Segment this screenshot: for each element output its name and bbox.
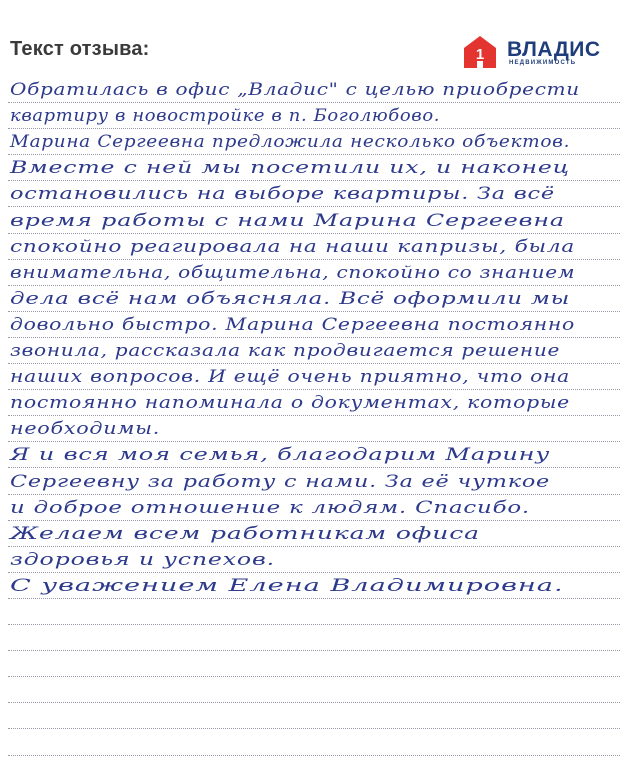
review-line: спокойно реагировала на наши капризы, была (10, 236, 576, 257)
review-line: время работы с нами Марина Сергеевна (10, 210, 565, 231)
page-title: Текст отзыва: (10, 38, 150, 60)
house-key-logo-icon (463, 35, 497, 69)
logo-brand-name: ВЛАДИС (507, 38, 601, 61)
ruled-line (8, 363, 620, 364)
review-line: Я и вся моя семья, благодарим Марину (10, 445, 551, 466)
review-line: наших вопросов. И ещё очень приятно, что она (10, 367, 571, 388)
lined-review-sheet (0, 75, 629, 768)
review-line: звонила, рассказала как продвигается решение (10, 341, 561, 361)
review-line: довольно быстро. Марина Сергеевна постоянно (10, 314, 575, 335)
review-line: здоровья и успехов. (10, 549, 275, 570)
ruled-line (8, 624, 620, 625)
ruled-line (8, 598, 620, 599)
ruled-line (8, 389, 620, 390)
review-line: Марина Сергеевна предложила несколько объектов. (10, 132, 571, 153)
ruled-line (8, 520, 620, 521)
review-line: дела всё нам объясняла. Всё оформили мы (10, 288, 571, 309)
review-line: необходимы. (10, 419, 161, 440)
ruled-line (8, 441, 620, 442)
review-line: и доброе отношение к людям. Спасибо. (10, 497, 531, 518)
ruled-line (8, 415, 620, 416)
review-line: С уважением Елена Владимировна. (10, 575, 564, 596)
ruled-line (8, 572, 620, 573)
ruled-line (8, 311, 620, 312)
review-line: Обратилась в офис „Владис" с целью приобрести (10, 80, 580, 100)
ruled-line (8, 494, 620, 495)
ruled-line (8, 676, 620, 677)
ruled-line (8, 650, 620, 651)
logo-digit: 1 (475, 46, 485, 63)
review-line: квартиру в новостройке в п. Боголюбово. (10, 106, 441, 127)
review-line: внимательна, общительна, спокойно со знанием (10, 262, 576, 283)
ruled-line (8, 102, 620, 103)
ruled-line (8, 206, 620, 207)
ruled-line (8, 728, 620, 729)
vladis-logo (463, 35, 603, 71)
review-line: остановились на выборе квартиры. За всё (10, 184, 555, 205)
ruled-line (8, 285, 620, 286)
ruled-line (8, 337, 620, 338)
ruled-line (8, 467, 620, 468)
ruled-line (8, 546, 620, 547)
ruled-line (8, 702, 620, 703)
ruled-line (8, 259, 620, 260)
ruled-line (8, 233, 620, 234)
logo-brand-subtitle: НЕДВИЖИМОСТЬ (509, 60, 577, 66)
review-line: постоянно напоминала о документах, которые (10, 393, 570, 414)
review-line: Вместе с ней мы посетили их, и наконец (10, 158, 570, 179)
page-header (0, 0, 629, 80)
ruled-line (8, 154, 620, 155)
review-line: Сергеевну за работу с нами. За её чуткое (10, 471, 551, 492)
ruled-line (8, 755, 620, 756)
ruled-line (8, 180, 620, 181)
review-line: Желаем всем работникам офиса (10, 523, 480, 544)
ruled-line (8, 128, 620, 129)
